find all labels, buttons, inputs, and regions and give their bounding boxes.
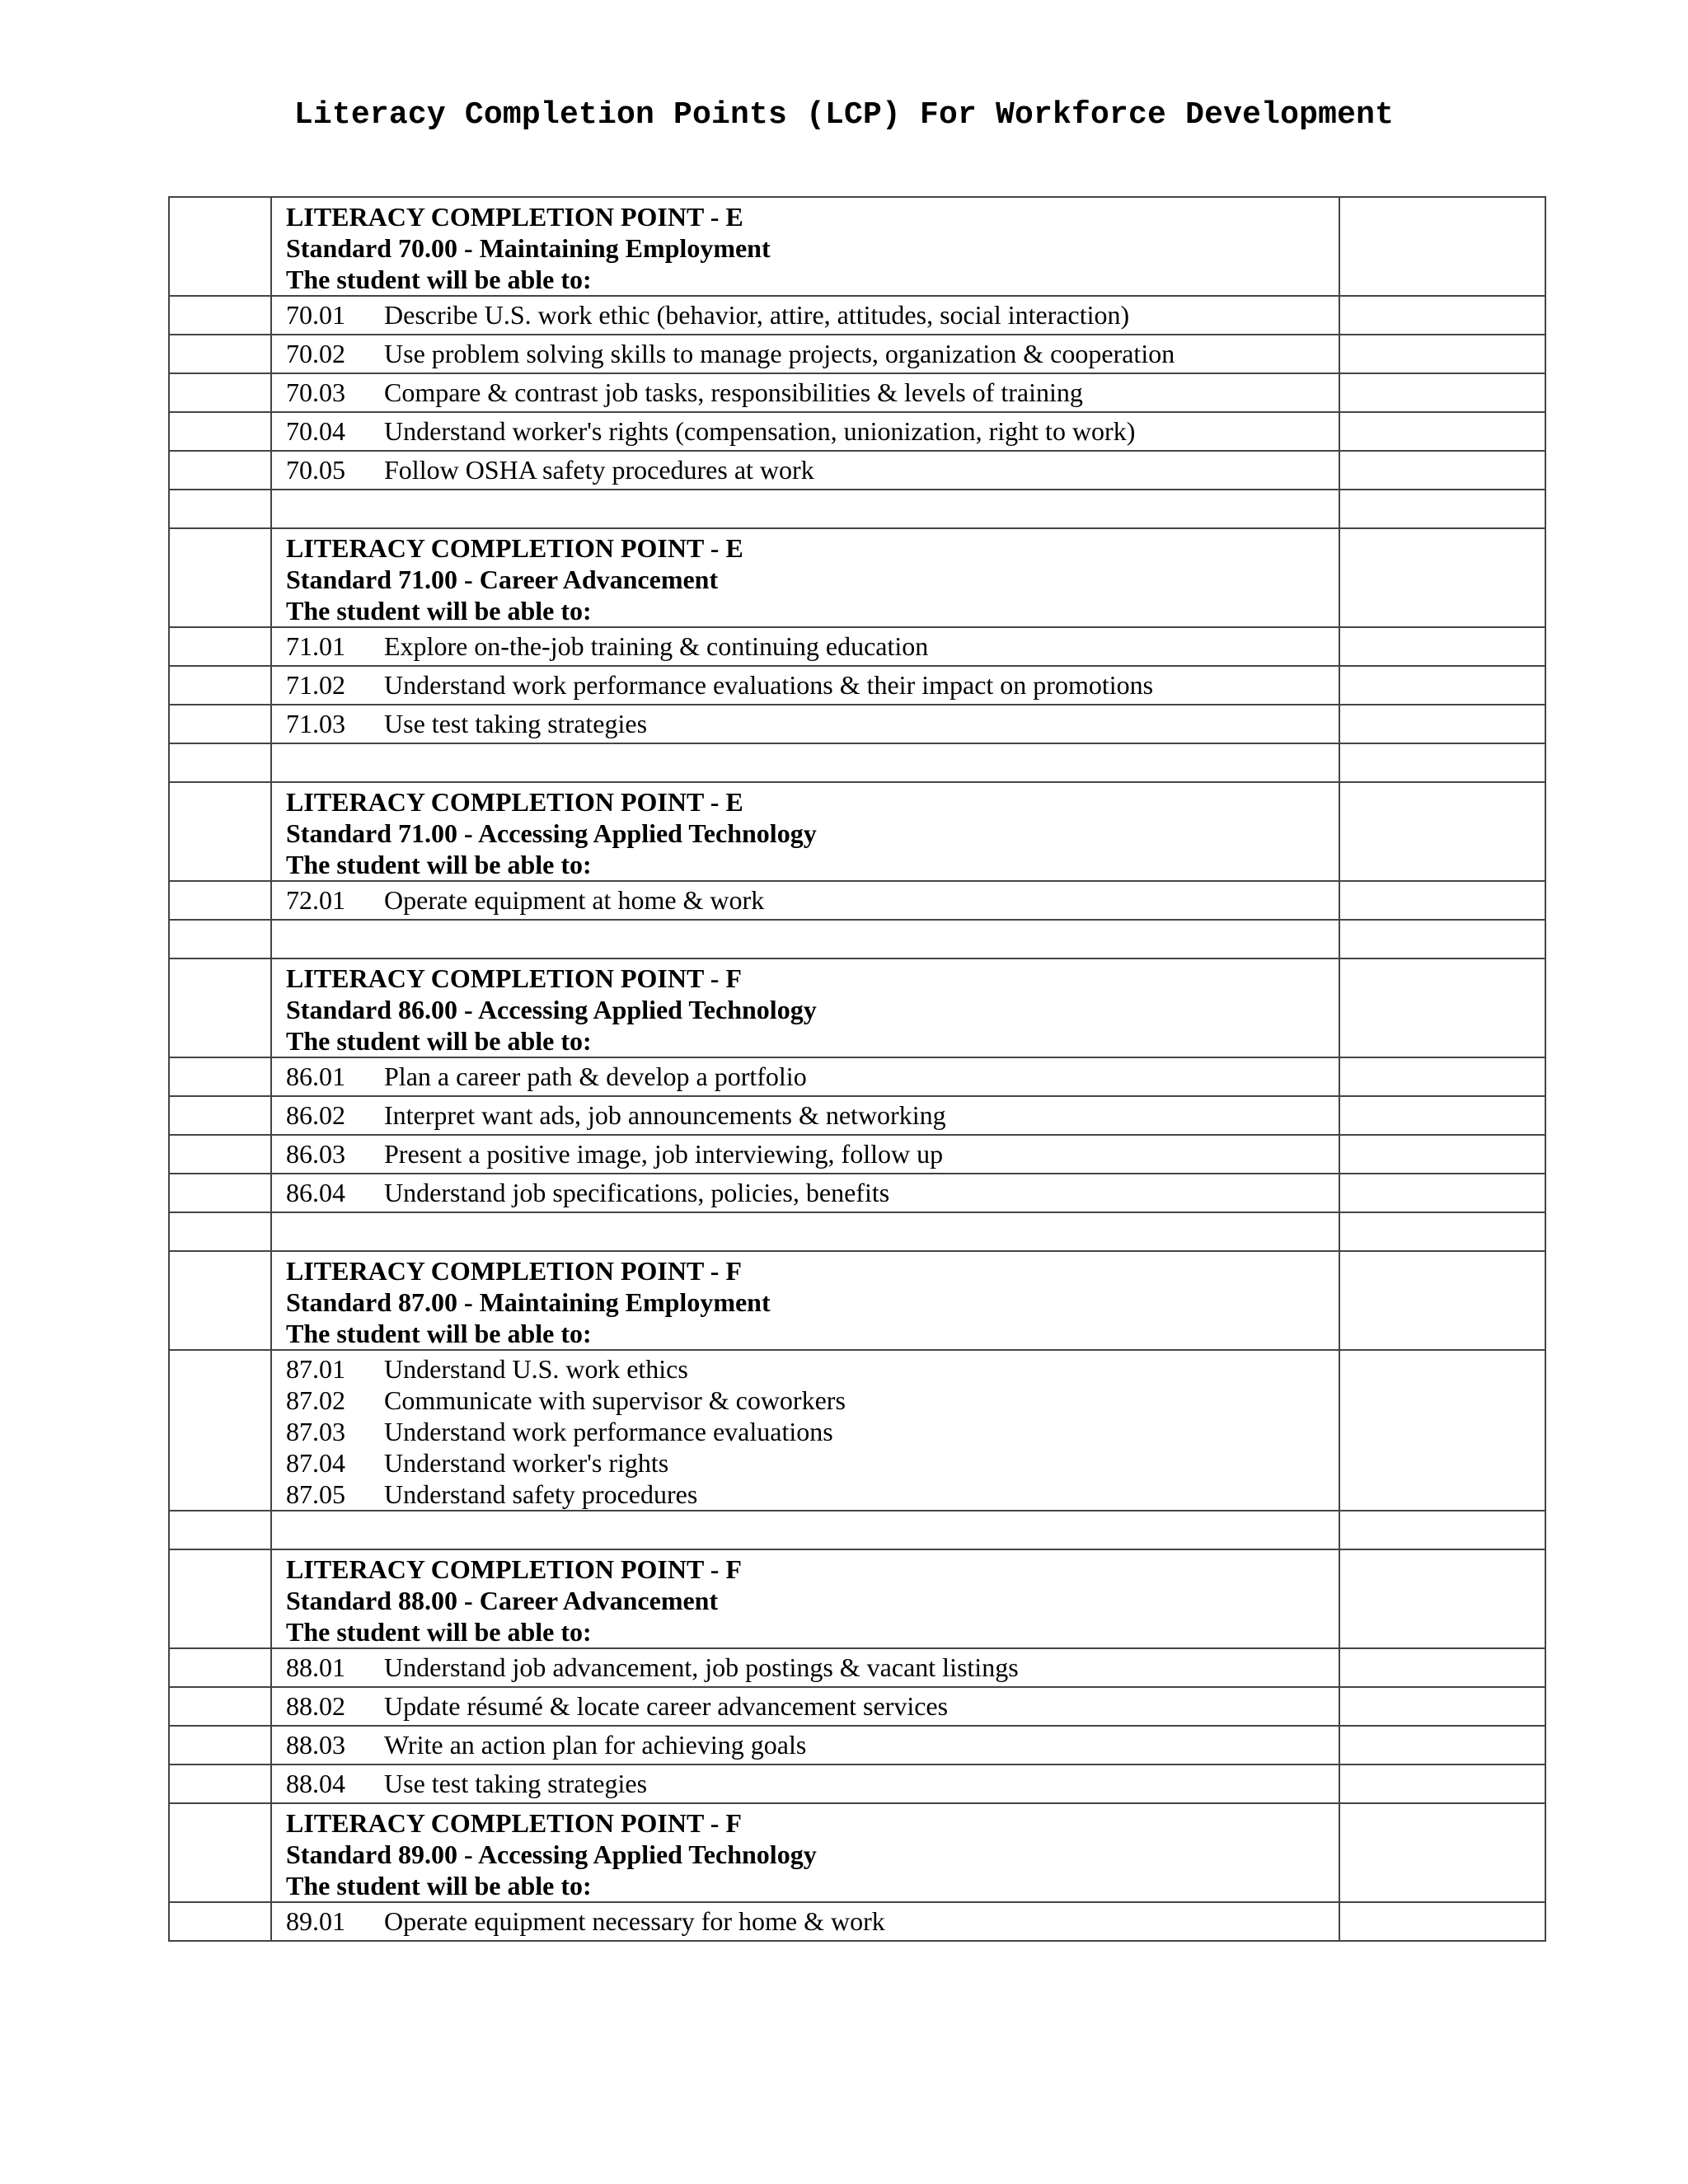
item-text: Explore on-the-job training & continuing education <box>384 631 929 661</box>
item-number: 87.04 <box>286 1448 345 1478</box>
list-item <box>286 1385 1339 1416</box>
standard-title: Standard 89.00 - Accessing Applied Technology <box>286 1840 817 1869</box>
section-intro: The student will be able to: <box>286 850 592 879</box>
item-text: Understand work performance evaluations <box>384 1417 833 1446</box>
item-text: Understand U.S. work ethics <box>384 1354 688 1384</box>
section-header <box>169 528 1545 627</box>
standard-title: Standard 87.00 - Maintaining Employment <box>286 1287 771 1317</box>
item-text: Follow OSHA safety procedures at work <box>384 455 814 485</box>
item-text: Write an action plan for achieving goals <box>384 1730 807 1760</box>
section-header <box>169 958 1545 1057</box>
lcp-level: LITERACY COMPLETION POINT - E <box>286 533 743 563</box>
item-number: 72.01 <box>286 885 345 915</box>
section-header <box>169 1803 1545 1902</box>
item-text: Operate equipment at home & work <box>384 885 765 915</box>
lcp-level: LITERACY COMPLETION POINT - F <box>286 1808 742 1838</box>
page-title: Literacy Completion Points (LCP) For Workforce Development <box>293 97 1395 133</box>
item-number: 87.03 <box>286 1417 345 1446</box>
list-item <box>286 1447 1339 1479</box>
table-row <box>169 412 1545 451</box>
item-number: 86.03 <box>286 1139 345 1169</box>
item-number: 87.05 <box>286 1479 345 1509</box>
item-number: 71.01 <box>286 631 345 661</box>
spacer-row <box>169 920 1545 958</box>
lcp-table <box>168 196 1546 1942</box>
spacer-row <box>169 1212 1545 1251</box>
item-text: Use problem solving skills to manage projects, organization & cooperation <box>384 339 1175 368</box>
table-row <box>169 666 1545 705</box>
item-text: Present a positive image, job interviewing, follow up <box>384 1139 944 1169</box>
table-row <box>169 1648 1545 1687</box>
item-number: 88.02 <box>286 1691 345 1721</box>
item-number: 71.02 <box>286 670 345 700</box>
item-text: Understand safety procedures <box>384 1479 698 1509</box>
section-intro: The student will be able to: <box>286 1026 592 1056</box>
table-row <box>169 1765 1545 1803</box>
table-row <box>169 335 1545 373</box>
standard-title: Standard 86.00 - Accessing Applied Technology <box>286 995 817 1024</box>
section-intro: The student will be able to: <box>286 1871 592 1900</box>
section-header <box>169 782 1545 881</box>
table-row <box>169 296 1545 335</box>
standard-title: Standard 71.00 - Accessing Applied Technology <box>286 818 817 848</box>
spacer-row <box>169 490 1545 528</box>
section-header <box>169 197 1545 296</box>
lcp-level: LITERACY COMPLETION POINT - F <box>286 963 742 993</box>
header-cell <box>271 197 1339 296</box>
list-item <box>286 1416 1339 1447</box>
table-row <box>169 1687 1545 1726</box>
item-number: 71.03 <box>286 709 345 738</box>
item-number: 86.01 <box>286 1062 345 1091</box>
spacer-row <box>169 743 1545 782</box>
standard-title: Standard 88.00 - Career Advancement <box>286 1586 719 1615</box>
table-row <box>169 1350 1545 1511</box>
lcp-level: LITERACY COMPLETION POINT - F <box>286 1554 742 1584</box>
item-text: Plan a career path & develop a portfolio <box>384 1062 807 1091</box>
table-row <box>169 1135 1545 1174</box>
table-row <box>169 1726 1545 1765</box>
list-item <box>286 1479 1339 1510</box>
section-header <box>169 1549 1545 1648</box>
table-row <box>169 1096 1545 1135</box>
item-text: Operate equipment necessary for home & work <box>384 1906 885 1936</box>
right-cell <box>1339 197 1545 296</box>
item-number: 70.01 <box>286 300 345 330</box>
table-row <box>169 373 1545 412</box>
section-intro: The student will be able to: <box>286 596 592 626</box>
item-text: Understand worker's rights <box>384 1448 669 1478</box>
item-text: Use test taking strategies <box>384 1769 648 1798</box>
item-number: 89.01 <box>286 1906 345 1936</box>
item-text: Compare & contrast job tasks, responsibilities & levels of training <box>384 377 1083 407</box>
lcp-level: LITERACY COMPLETION POINT - E <box>286 202 743 232</box>
item-number: 86.04 <box>286 1178 345 1207</box>
left-cell <box>169 197 271 296</box>
item-number: 88.04 <box>286 1769 345 1798</box>
item-number: 88.01 <box>286 1652 345 1682</box>
section-header <box>169 1251 1545 1350</box>
item-text: Communicate with supervisor & coworkers <box>384 1385 846 1415</box>
table-row <box>169 1902 1545 1941</box>
item-text: Update résumé & locate career advancement services <box>384 1691 949 1721</box>
list-item <box>286 1353 1339 1385</box>
section-intro: The student will be able to: <box>286 1319 592 1348</box>
item-number: 70.04 <box>286 416 345 446</box>
section-intro: The student will be able to: <box>286 1617 592 1647</box>
table-row <box>169 627 1545 666</box>
item-number: 70.02 <box>286 339 345 368</box>
table-row <box>169 881 1545 920</box>
item-text: Understand job advancement, job postings & vacant listings <box>384 1652 1019 1682</box>
spacer-row <box>169 1511 1545 1549</box>
item-text: Interpret want ads, job announcements & networking <box>384 1100 946 1130</box>
table-row <box>169 1057 1545 1096</box>
table-row <box>169 451 1545 490</box>
table-row <box>169 1174 1545 1212</box>
item-number: 87.02 <box>286 1385 345 1415</box>
standard-title: Standard 70.00 - Maintaining Employment <box>286 233 771 263</box>
table-row <box>169 705 1545 743</box>
standard-title: Standard 71.00 - Career Advancement <box>286 565 719 594</box>
item-number: 70.05 <box>286 455 345 485</box>
item-number: 86.02 <box>286 1100 345 1130</box>
item-text: Understand work performance evaluations & their impact on promotions <box>384 670 1154 700</box>
item-number: 70.03 <box>286 377 345 407</box>
item-text: Understand job specifications, policies, benefits <box>384 1178 890 1207</box>
section-intro: The student will be able to: <box>286 265 592 294</box>
item-text: Describe U.S. work ethic (behavior, attire, attitudes, social interaction) <box>384 300 1130 330</box>
lcp-level: LITERACY COMPLETION POINT - E <box>286 787 743 817</box>
item-text: Understand worker's rights (compensation, unionization, right to work) <box>384 416 1136 446</box>
lcp-level: LITERACY COMPLETION POINT - F <box>286 1256 742 1286</box>
item-number: 88.03 <box>286 1730 345 1760</box>
item-text: Use test taking strategies <box>384 709 648 738</box>
item-number: 87.01 <box>286 1354 345 1384</box>
